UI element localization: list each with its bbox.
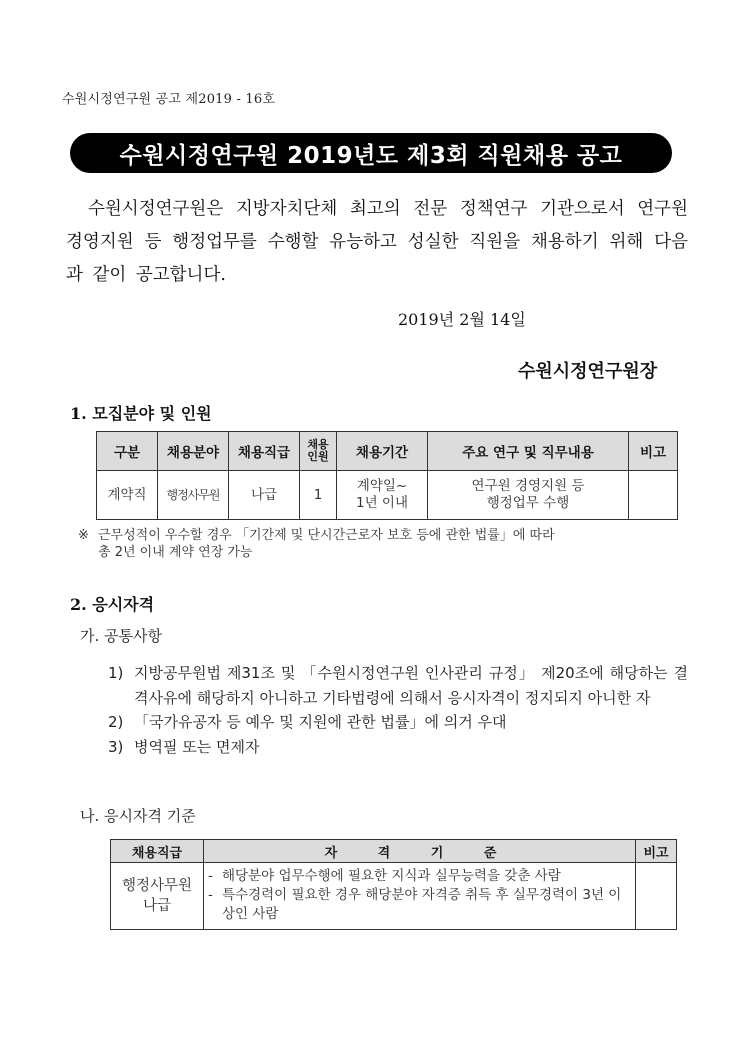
cell-duties: 연구원 경영지원 등 행정업무 수행 [428,471,629,520]
cell-count: 1 [300,471,337,520]
subsection-criteria-title: 나. 응시자격 기준 [80,807,196,825]
col-grade: 채용직급 [229,432,300,471]
notice-date: 2019년 2월 14일 [398,310,526,329]
cell-period: 계약일~ 1년 이내 [337,471,428,520]
cell-remark [629,471,678,520]
reference-mark-icon: ※ [78,528,89,543]
col-period: 채용기간 [337,432,428,471]
cell-field: 행정사무원 [158,471,229,520]
contract-note: ※ 근무성적이 우수할 경우 「기간제 및 단시간근로자 보호 등에 관한 법률」에 따라 총 2년 이내 계약 연장 가능 [78,528,555,560]
notice-number: 수원시정연구원 공고 제2019 - 16호 [62,92,276,107]
col-remark: 비고 [629,432,678,471]
list-item: 3) 병역필 또는 면제자 [108,737,260,756]
cell-criteria [204,863,636,930]
list-item: 1) 지방공무원법 제31조 및 「수원시정연구원 인사관리 규정」 제20조에 해당하는 결격사유에 해당하지 아니하고 기타법령에 의해서 응시자격이 정지되지 아니한 자 [108,664,688,707]
cell-type: 계약직 [97,471,158,520]
col-field: 채용분야 [158,432,229,471]
table-header-row [97,432,678,471]
table-header-row [111,840,677,863]
col-grade: 채용직급 [111,840,204,863]
page-title: 수원시정연구원 2019년도 제3회 직원채용 공고 [119,142,623,169]
table-row [111,863,677,930]
subsection-common-title: 가. 공통사항 [80,627,162,645]
title-banner [70,133,672,173]
criteria-item: - 해당분야 업무수행에 필요한 지식과 실무능력을 갖춘 사람 [208,868,561,884]
col-criteria: 자 격 기 준 [204,840,636,863]
criteria-item: - 특수경력이 필요한 경우 해당분야 자격증 취득 후 실무경력이 3년 이상인 사람 [208,887,622,922]
section1-title: 1. 모집분야 및 인원 [70,404,212,423]
col-type: 구분 [97,432,158,471]
col-remark: 비고 [636,840,677,863]
qualification-table [110,839,677,930]
list-item: 2) 「국가유공자 등 예우 및 지원에 관한 법률」에 의거 우대 [108,713,507,731]
issuer-name: 수원시정연구원장 [518,361,658,382]
cell-grade: 행정사무원 나급 [111,863,204,930]
table-row [97,471,678,520]
section2-title: 2. 응시자격 [70,595,155,614]
col-count: 채용 인원 [300,432,337,471]
recruitment-table [96,431,678,520]
common-requirements-list [108,661,688,759]
cell-remark [636,863,677,930]
cell-grade: 나급 [229,471,300,520]
intro-text: 수원시정연구원은 지방자치단체 최고의 전문 정책연구 기관으로서 연구원 경영지원 등 행정업무를 수행할 유능하고 성실한 직원을 채용하기 위해 다음과 같이 공고합니다. [66,199,688,285]
intro-paragraph [66,193,688,292]
col-duties: 주요 연구 및 직무내용 [428,432,629,471]
